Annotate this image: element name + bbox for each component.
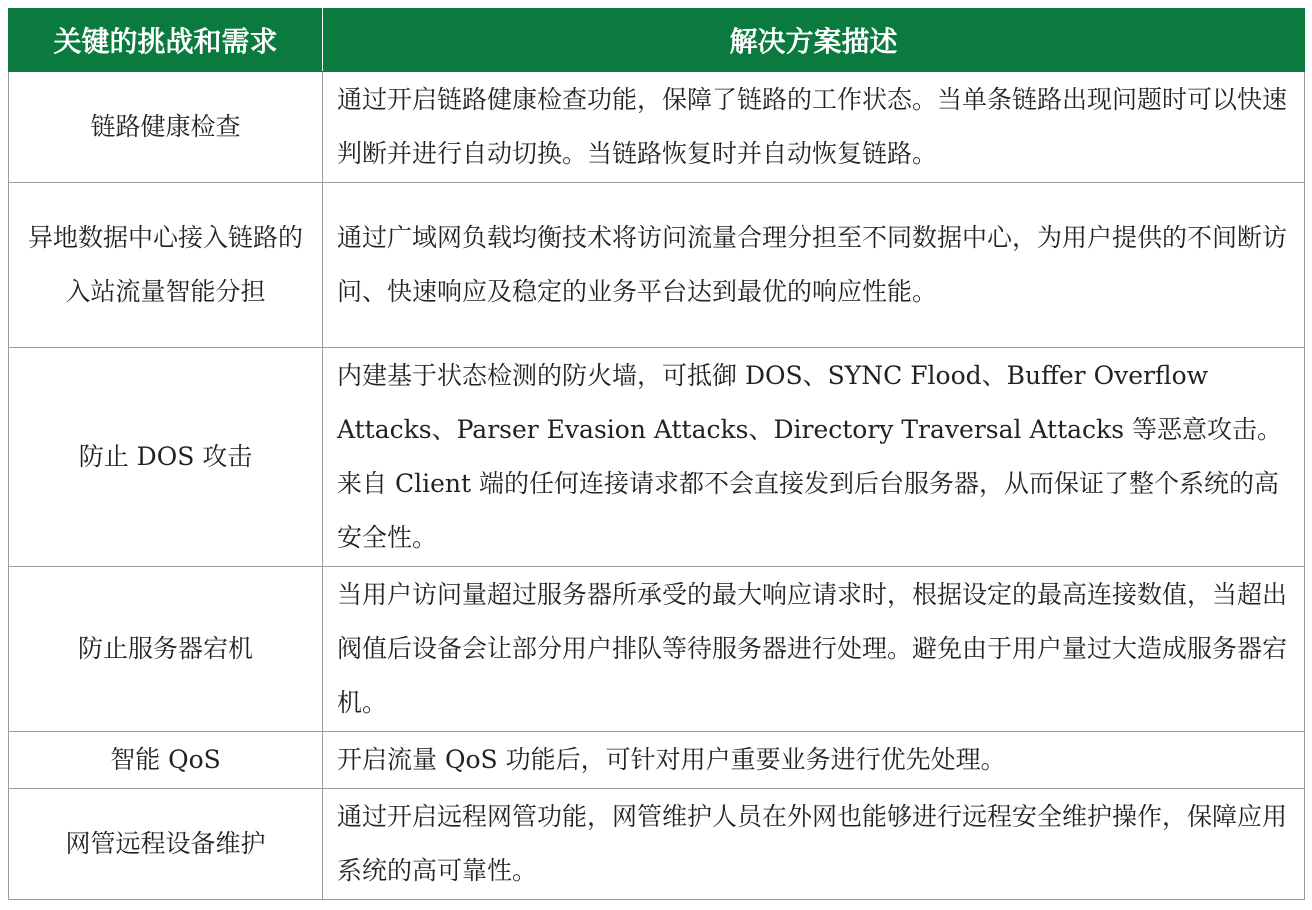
solution-cell: 内建基于状态检测的防火墙，可抵御 DOS、SYNC Flood、Buffer Overflow Attacks、Parser Evasion Attacks、Directory Traversal Attacks 等恶意攻击。来自 Client 端的任何连接请求都不会直接发到后台服务器，从而保证了整个系统的高安全性。 [323, 348, 1305, 567]
challenge-cell: 网管远程设备维护 [9, 789, 323, 900]
challenge-cell: 链路健康检查 [9, 72, 323, 183]
header-solution: 解决方案描述 [323, 9, 1305, 72]
solution-cell: 开启流量 QoS 功能后，可针对用户重要业务进行优先处理。 [323, 732, 1305, 789]
challenge-cell: 智能 QoS [9, 732, 323, 789]
challenge-cell: 异地数据中心接入链路的入站流量智能分担 [9, 183, 323, 348]
challenge-cell: 防止 DOS 攻击 [9, 348, 323, 567]
header-challenge: 关键的挑战和需求 [9, 9, 323, 72]
solution-cell: 通过开启远程网管功能，网管维护人员在外网也能够进行远程安全维护操作，保障应用系统的高可靠性。 [323, 789, 1305, 900]
table-row [9, 567, 1305, 732]
challenge-cell: 防止服务器宕机 [9, 567, 323, 732]
table-row [9, 732, 1305, 789]
table-row [9, 348, 1305, 567]
solution-cell: 通过广域网负载均衡技术将访问流量合理分担至不同数据中心，为用户提供的不间断访问、快速响应及稳定的业务平台达到最优的响应性能。 [323, 183, 1305, 348]
table-header-row [9, 9, 1305, 72]
table-row [9, 789, 1305, 900]
table-row [9, 72, 1305, 183]
solution-cell: 通过开启链路健康检查功能，保障了链路的工作状态。当单条链路出现问题时可以快速判断并进行自动切换。当链路恢复时并自动恢复链路。 [323, 72, 1305, 183]
solution-cell: 当用户访问量超过服务器所承受的最大响应请求时，根据设定的最高连接数值，当超出阀值后设备会让部分用户排队等待服务器进行处理。避免由于用户量过大造成服务器宕机。 [323, 567, 1305, 732]
solutions-table [8, 8, 1305, 900]
table-row [9, 183, 1305, 348]
